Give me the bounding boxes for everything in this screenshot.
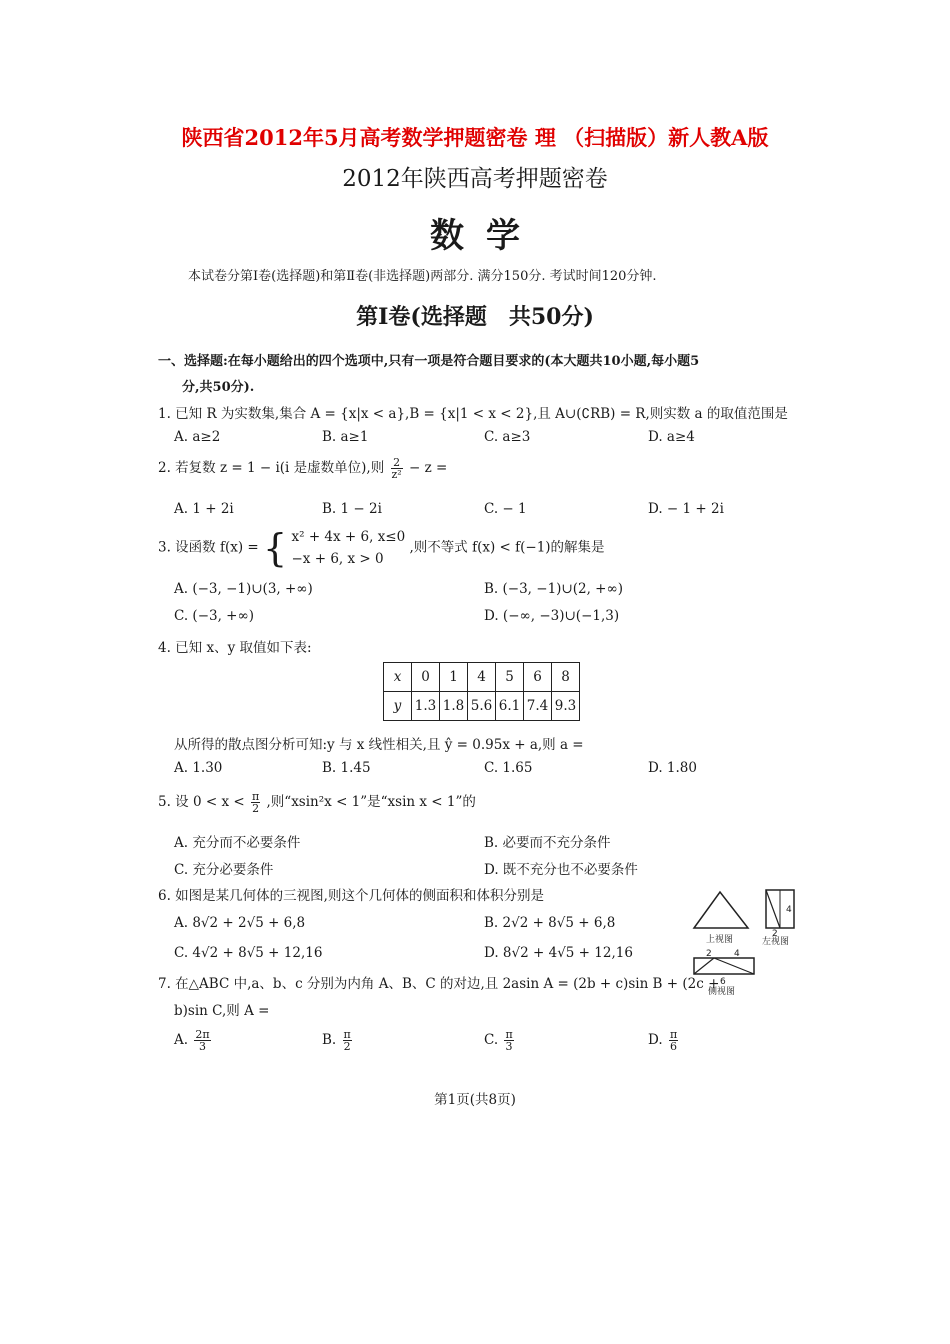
q5-option-d: D. 既不充分也不必要条件 <box>484 862 638 878</box>
frac-num: π <box>343 1028 351 1041</box>
table-cell: 1.3 <box>412 692 440 721</box>
q7-option-d <box>648 1029 680 1052</box>
q7-line1: 7. 在△ABC 中,a、b、c 分别为内角 A、B、C 的对边,且 2asin A = (2b + c)sin B + (2c + <box>158 976 720 992</box>
q3-option-b: B. (−3, −1)∪(2, +∞) <box>484 581 623 597</box>
q2-fraction <box>391 457 403 480</box>
side-view-dim-a: 2 <box>706 949 712 959</box>
q7-option-c-frac <box>504 1029 513 1052</box>
q7-option-b <box>322 1029 354 1052</box>
q4-option-a: A. 1.30 <box>174 760 223 776</box>
q4-follow: 从所得的散点图分析可知:y 与 x 线性相关,且 ŷ = 0.95x + a,则 a = <box>174 737 584 753</box>
q2-option-b: B. 1 − 2i <box>322 501 382 517</box>
table-cell: 4 <box>468 663 496 692</box>
q5-stem-post: ,则“xsin²x < 1”是“xsin x < 1”的 <box>266 794 476 810</box>
top-view-label: 上视图 <box>706 935 734 945</box>
frac-den: 3 <box>198 1040 206 1053</box>
page-footer: 第1页(共8页) <box>434 1092 516 1108</box>
table-cell: 9.3 <box>552 692 580 721</box>
q2-frac-den: z² <box>391 468 402 481</box>
q4-option-b: B. 1.45 <box>322 760 371 776</box>
q4-stem: 4. 已知 x、y 取值如下表: <box>158 640 312 656</box>
q2-option-c: C. − 1 <box>484 501 527 517</box>
table-cell: 6.1 <box>496 692 524 721</box>
q3-brace: { <box>263 526 288 570</box>
subject-title: 数学 <box>430 216 542 256</box>
table-cell: 5 <box>496 663 524 692</box>
frac-num: 2π <box>195 1028 210 1041</box>
table-row <box>384 692 580 721</box>
table-row <box>384 663 580 692</box>
side-view-dim-b: 4 <box>734 949 740 959</box>
frac-den: 6 <box>670 1040 678 1053</box>
q6-option-a: A. 8√2 + 2√5 + 6,8 <box>174 915 306 931</box>
q6-option-c: C. 4√2 + 8√5 + 12,16 <box>174 945 323 961</box>
table-cell: 8 <box>552 663 580 692</box>
q2-option-d: D. − 1 + 2i <box>648 501 724 517</box>
side-view-dim-c: 6 <box>720 977 726 987</box>
q5-frac-den: 2 <box>252 802 260 815</box>
left-view-dim-width: 2 <box>772 929 778 939</box>
q4-xy-table <box>383 662 580 721</box>
q2-option-a: A. 1 + 2i <box>174 501 234 517</box>
table-header-x: x <box>384 663 412 692</box>
instructions-line2: 分,共50分). <box>182 380 255 395</box>
q3-case2: −x + 6, x > 0 <box>291 551 384 567</box>
q7-line2: b)sin C,则 A = <box>174 1003 270 1019</box>
q1-option-b: B. a≥1 <box>322 429 369 445</box>
left-view-dim-height: 4 <box>786 905 792 915</box>
table-cell: 5.6 <box>468 692 496 721</box>
side-view-label: 侧视图 <box>708 987 736 996</box>
q1-stem: 1. 已知 R 为实数集,集合 A = {x|x < a},B = {x|1 < x < 2},且 A∪(∁RB) = R,则实数 a 的取值范围是 <box>158 406 788 422</box>
q4-option-d: D. 1.80 <box>648 760 697 776</box>
q5-fraction <box>251 791 260 814</box>
frac-den: 3 <box>505 1040 513 1053</box>
table-cell: 7.4 <box>524 692 552 721</box>
table-cell: 0 <box>412 663 440 692</box>
q7-option-d-frac <box>669 1029 678 1052</box>
q2-frac-num: 2 <box>391 457 403 469</box>
q5-frac-num: π <box>251 790 260 803</box>
table-cell: 6 <box>524 663 552 692</box>
q7-option-c-label: C. <box>484 1032 499 1048</box>
top-view-triangle <box>694 892 748 928</box>
q1-option-d: D. a≥4 <box>648 429 695 445</box>
q7-option-a <box>174 1029 213 1052</box>
q3-stem-pre: 3. 设函数 f(x) = <box>158 539 259 556</box>
q5-option-a: A. 充分而不必要条件 <box>174 835 301 851</box>
frac-num: π <box>669 1028 678 1041</box>
q3-cases <box>292 526 406 570</box>
q6-stem: 6. 如图是某几何体的三视图,则这个几何体的侧面积和体积分别是 <box>158 888 544 904</box>
q5-stem-pre: 5. 设 0 < x < <box>158 794 245 810</box>
left-view-label: 左视图 <box>762 937 790 947</box>
q2-stem <box>158 456 447 480</box>
q3-case1: x² + 4x + 6, x≤0 <box>291 529 406 545</box>
q3-option-c: C. (−3, +∞) <box>174 608 255 624</box>
q5-option-b: B. 必要而不充分条件 <box>484 835 611 851</box>
frac-den: 2 <box>343 1040 351 1053</box>
q3-option-a: A. (−3, −1)∪(3, +∞) <box>174 581 313 597</box>
q7-option-a-frac <box>194 1029 210 1052</box>
q5-stem <box>158 790 476 814</box>
q2-stem-post: − z = <box>409 460 448 476</box>
q3-stem-post: ,则不等式 f(x) < f(−1)的解集是 <box>409 539 605 556</box>
q1-option-a: A. a≥2 <box>174 429 221 445</box>
q3-stem <box>158 526 605 570</box>
q6-option-d: D. 8√2 + 4√5 + 12,16 <box>484 945 633 961</box>
sub-title: 2012年陕西高考押题密卷 <box>342 166 608 192</box>
table-header-y: y <box>384 692 412 721</box>
side-view-line2 <box>714 958 754 974</box>
section-title: 第Ⅰ卷(选择题 共50分) <box>356 304 594 330</box>
q7-option-d-label: D. <box>648 1032 663 1048</box>
q3-option-d: D. (−∞, −3)∪(−1,3) <box>484 608 620 624</box>
frac-num: π <box>505 1028 513 1041</box>
q5-option-c: C. 充分必要条件 <box>174 862 274 878</box>
red-title: 陕西省2012年5月高考数学押题密卷 理 （扫描版）新人教A版 <box>181 125 769 150</box>
q1-option-c: C. a≥3 <box>484 429 531 445</box>
table-cell: 1 <box>440 663 468 692</box>
left-view-diagonal <box>766 890 780 928</box>
q6-option-b: B. 2√2 + 8√5 + 6,8 <box>484 915 616 931</box>
intro-text: 本试卷分第Ⅰ卷(选择题)和第Ⅱ卷(非选择题)两部分. 满分150分. 考试时间120分钟. <box>188 269 657 284</box>
q7-option-b-label: B. <box>322 1032 337 1048</box>
instructions-line1: 一、选择题:在每小题给出的四个选项中,只有一项是符合题目要求的(本大题共10小题,每小题5 <box>158 354 700 369</box>
q7-option-c <box>484 1029 516 1052</box>
q7-option-a-label: A. <box>174 1032 189 1048</box>
table-cell: 1.8 <box>440 692 468 721</box>
q7-option-b-frac <box>343 1029 352 1052</box>
q4-option-c: C. 1.65 <box>484 760 533 776</box>
q2-stem-pre: 2. 若复数 z = 1 − i(i 是虚数单位),则 <box>158 460 385 476</box>
q4-table-wrap <box>383 662 580 721</box>
